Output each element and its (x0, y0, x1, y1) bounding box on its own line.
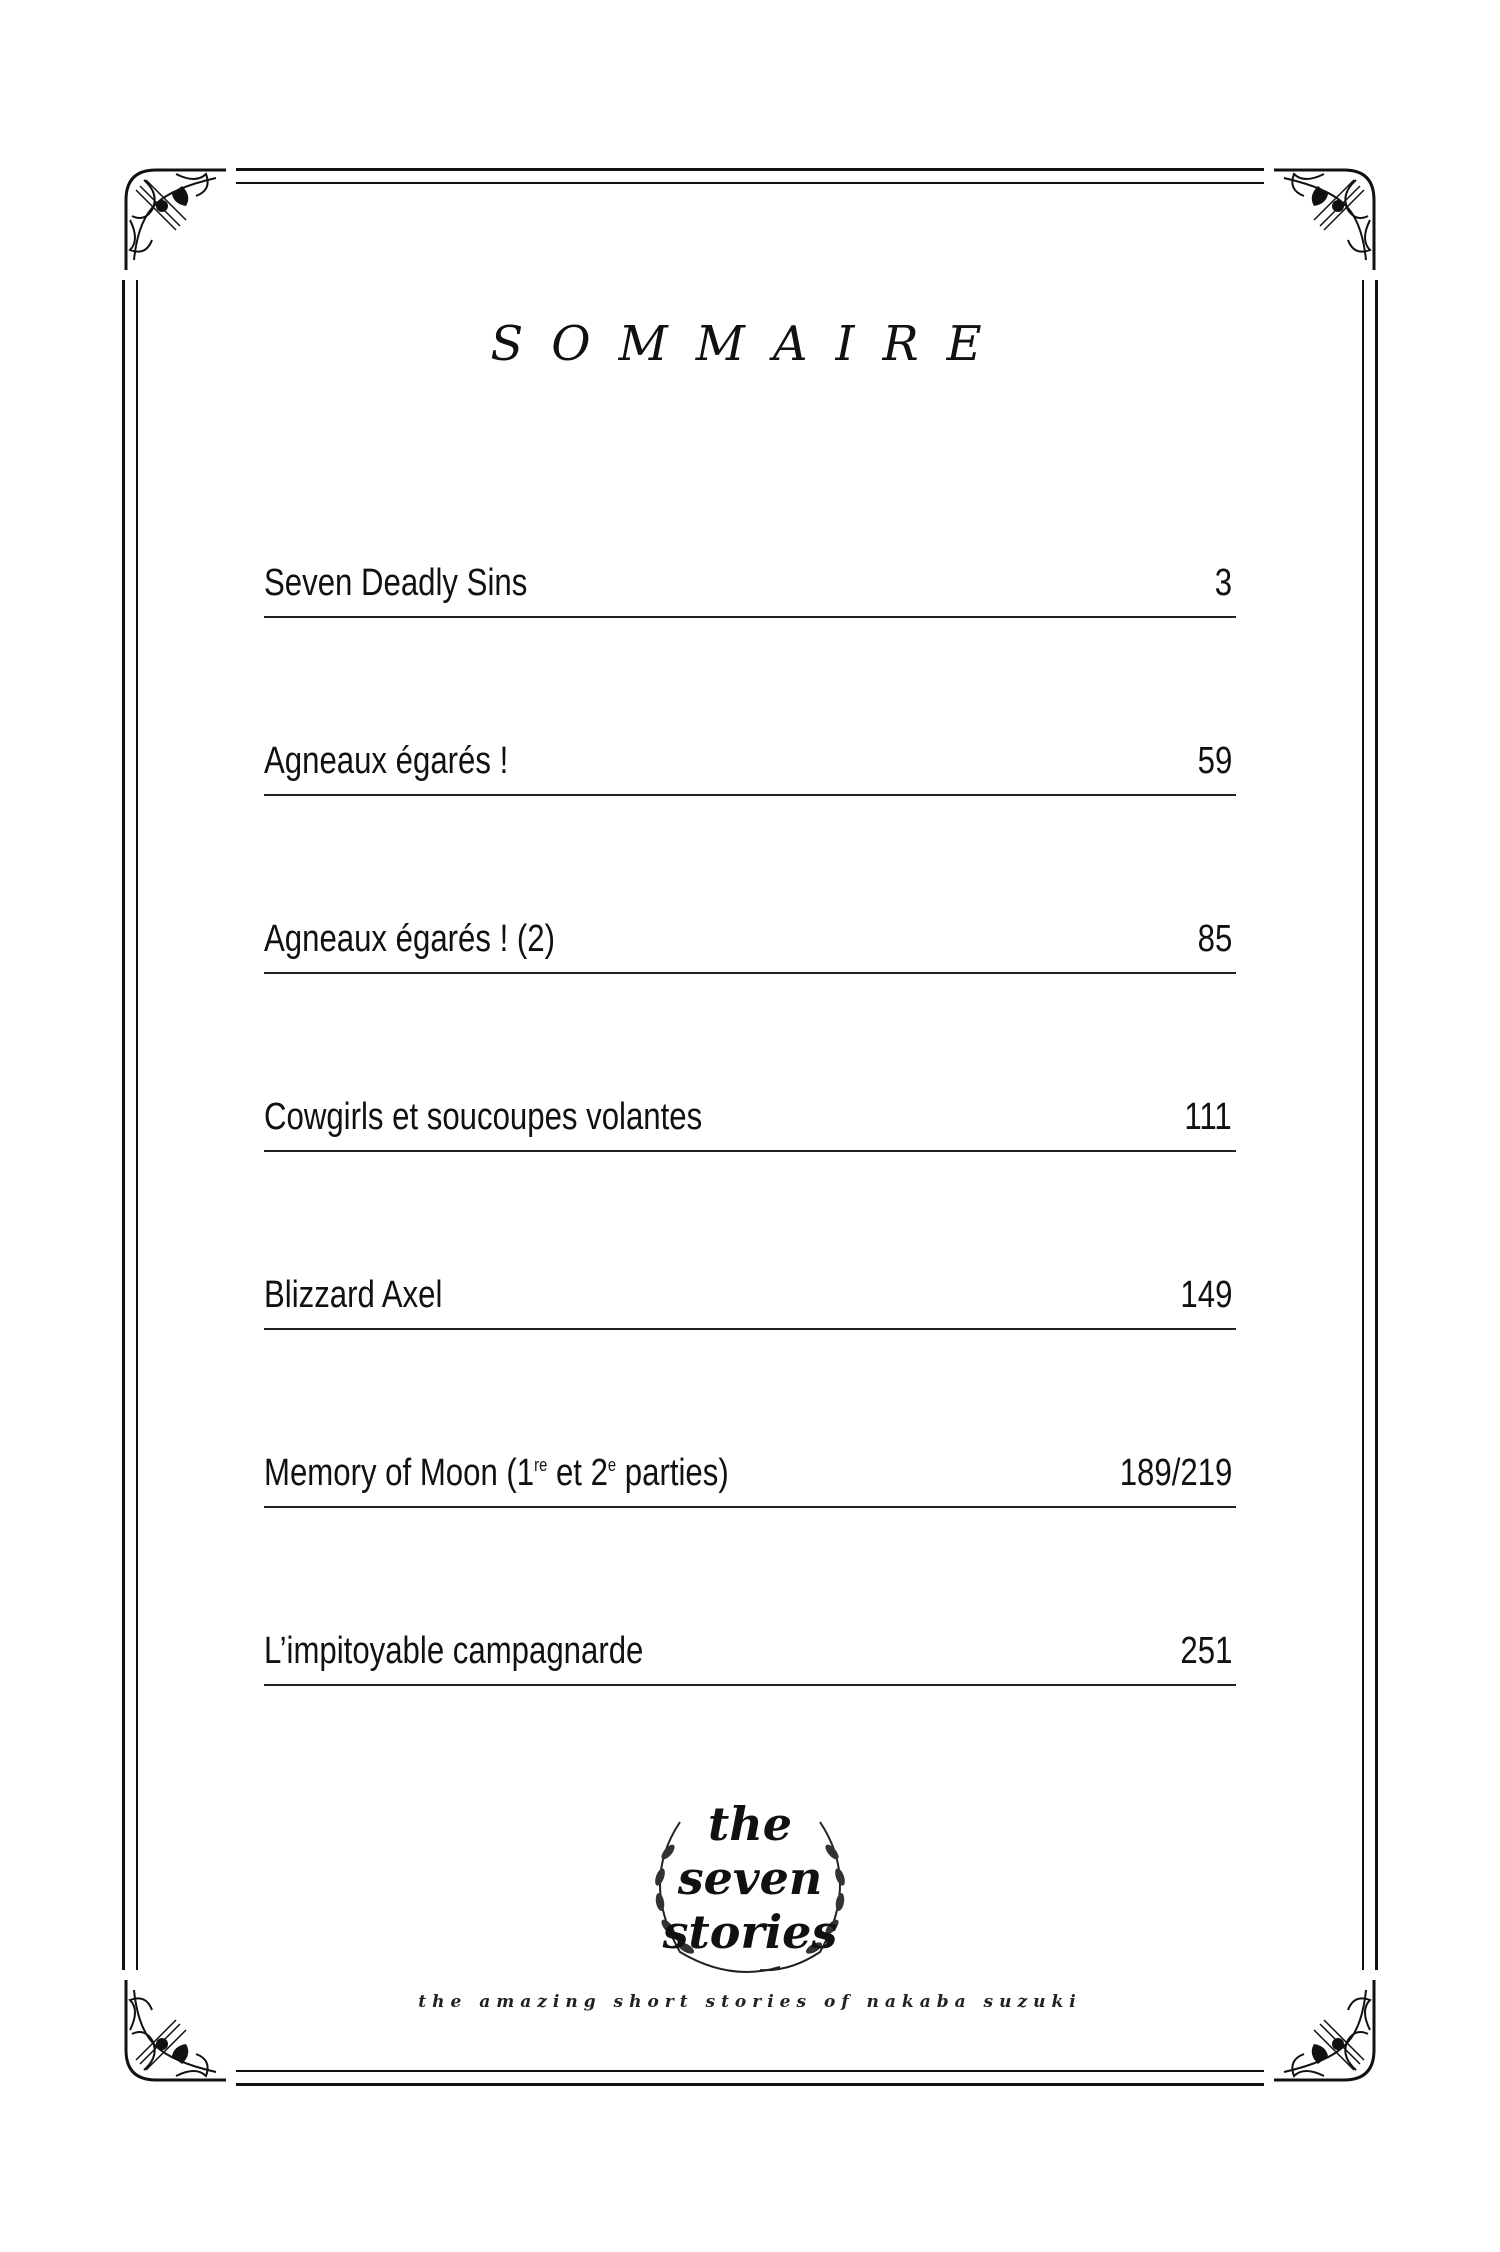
page-title: SOMMAIRE (490, 316, 1010, 372)
toc-entry-title-part: et 2 (547, 1452, 608, 1494)
ordinal-superscript: e (607, 1455, 617, 1475)
toc-entry-title: Seven Deadly Sins (264, 562, 528, 604)
toc-entry-page: 149 (1180, 1274, 1232, 1316)
toc-underline (264, 1506, 1236, 1508)
ornamental-corner-icon (1264, 1970, 1384, 2090)
toc-entry-page: 3 (1214, 562, 1232, 604)
toc-entry-page: 189/219 (1119, 1452, 1232, 1494)
toc-underline (264, 972, 1236, 974)
ornamental-corner-icon (116, 160, 236, 280)
laurel-wreath-logo (620, 1782, 880, 1982)
toc-entry[interactable] (264, 1090, 1236, 1268)
toc-entry[interactable] (264, 1624, 1236, 1802)
logo-line: the (708, 1797, 792, 1851)
toc-entry-title-part: parties) (616, 1452, 729, 1494)
toc-underline (264, 616, 1236, 618)
toc-entry-page: 85 (1197, 918, 1232, 960)
toc-entry-title (264, 1452, 729, 1495)
toc-entry-title: L’impitoyable campagnarde (264, 1630, 644, 1672)
toc-underline (264, 794, 1236, 796)
ornamental-corner-icon (1264, 160, 1384, 280)
toc-underline (264, 1684, 1236, 1686)
toc-entry[interactable] (264, 1446, 1236, 1624)
toc-entry-page: 251 (1180, 1630, 1232, 1672)
toc-entry-title: Blizzard Axel (264, 1274, 443, 1316)
toc-entry-page: 111 (1184, 1096, 1232, 1138)
toc-entry-title: Agneaux égarés ! (264, 740, 509, 782)
toc-entry[interactable] (264, 734, 1236, 912)
tagline: the amazing short stories of nakaba suzuki (418, 1992, 1082, 2012)
toc-entry-title: Cowgirls et soucoupes volantes (264, 1096, 703, 1138)
toc-entry[interactable] (264, 556, 1236, 734)
toc-entry-title: Agneaux égarés ! (2) (264, 918, 556, 960)
toc-underline (264, 1150, 1236, 1152)
ornamental-corner-icon (116, 1970, 236, 2090)
toc-entry-title-part: Memory of Moon (1 (264, 1452, 535, 1494)
logo-line: stories (662, 1905, 838, 1959)
toc-entry[interactable] (264, 912, 1236, 1090)
ordinal-superscript: re (534, 1455, 548, 1475)
logo-line: seven (677, 1851, 823, 1905)
toc-entry[interactable] (264, 1268, 1236, 1446)
table-of-contents (264, 556, 1236, 1802)
toc-entry-page: 59 (1197, 740, 1232, 782)
toc-underline (264, 1328, 1236, 1330)
